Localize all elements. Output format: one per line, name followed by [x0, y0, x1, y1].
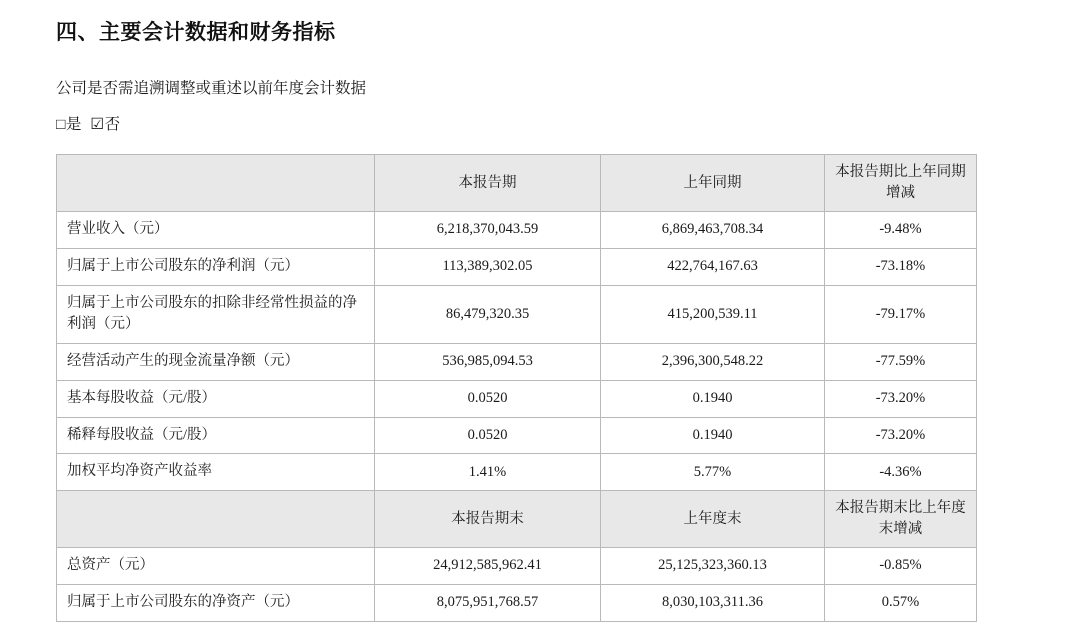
row-current-value: 536,985,094.53: [375, 344, 601, 381]
column-header-current-period: 本报告期: [375, 155, 601, 212]
row-change-value: -9.48%: [825, 212, 977, 249]
row-current-value: 86,479,320.35: [375, 285, 601, 344]
row-label: 基本每股收益（元/股）: [57, 380, 375, 417]
row-change-value: -79.17%: [825, 285, 977, 344]
table-header-row-period: [57, 155, 977, 212]
table-header-row-period-end: [57, 491, 977, 548]
retrospective-adjustment-question: 公司是否需追溯调整或重述以前年度会计数据: [56, 80, 367, 97]
row-previous-value: 422,764,167.63: [601, 248, 825, 285]
row-current-value: 24,912,585,962.41: [375, 548, 601, 585]
column-header-current-period-end: 本报告期末: [375, 491, 601, 548]
row-change-value: -73.20%: [825, 380, 977, 417]
row-current-value: 1.41%: [375, 454, 601, 491]
row-label: 加权平均净资产收益率: [57, 454, 375, 491]
column-header-item: [57, 155, 375, 212]
table-row: [57, 212, 977, 249]
column-header-previous-period: 上年同期: [601, 155, 825, 212]
row-previous-value: 6,869,463,708.34: [601, 212, 825, 249]
column-header-previous-year-end: 上年度末: [601, 491, 825, 548]
row-previous-value: 0.1940: [601, 417, 825, 454]
table-row: [57, 454, 977, 491]
column-header-item-2: [57, 491, 375, 548]
row-current-value: 0.0520: [375, 380, 601, 417]
table-row: [57, 548, 977, 585]
row-label: 营业收入（元）: [57, 212, 375, 249]
row-label: 归属于上市公司股东的净资产（元）: [57, 584, 375, 621]
financial-indicators-table: [56, 154, 977, 622]
page-title: 四、主要会计数据和财务指标: [56, 21, 336, 44]
row-change-value: -0.85%: [825, 548, 977, 585]
table-row: [57, 248, 977, 285]
row-previous-value: 0.1940: [601, 380, 825, 417]
row-change-value: -73.18%: [825, 248, 977, 285]
row-current-value: 113,389,302.05: [375, 248, 601, 285]
row-previous-value: 415,200,539.11: [601, 285, 825, 344]
row-current-value: 0.0520: [375, 417, 601, 454]
row-label: 经营活动产生的现金流量净额（元）: [57, 344, 375, 381]
checkbox-no[interactable]: ☑否: [90, 116, 121, 133]
row-previous-value: 8,030,103,311.36: [601, 584, 825, 621]
row-label: 稀释每股收益（元/股）: [57, 417, 375, 454]
column-header-period-change: 本报告期比上年同期增减: [825, 155, 977, 212]
row-label: 归属于上市公司股东的扣除非经常性损益的净利润（元）: [57, 285, 375, 344]
row-label: 总资产（元）: [57, 548, 375, 585]
row-current-value: 6,218,370,043.59: [375, 212, 601, 249]
table-row: [57, 344, 977, 381]
row-previous-value: 25,125,323,360.13: [601, 548, 825, 585]
row-previous-value: 5.77%: [601, 454, 825, 491]
table-row: [57, 584, 977, 621]
row-change-value: -77.59%: [825, 344, 977, 381]
table-row: [57, 285, 977, 344]
retrospective-adjustment-choices: [56, 112, 1024, 134]
row-previous-value: 2,396,300,548.22: [601, 344, 825, 381]
row-change-value: -73.20%: [825, 417, 977, 454]
row-current-value: 8,075,951,768.57: [375, 584, 601, 621]
table-row: [57, 417, 977, 454]
row-change-value: -4.36%: [825, 454, 977, 491]
column-header-period-end-change: 本报告期末比上年度末增减: [825, 491, 977, 548]
table-row: [57, 380, 977, 417]
row-change-value: 0.57%: [825, 584, 977, 621]
checkbox-yes[interactable]: □是: [56, 116, 82, 133]
row-label: 归属于上市公司股东的净利润（元）: [57, 248, 375, 285]
